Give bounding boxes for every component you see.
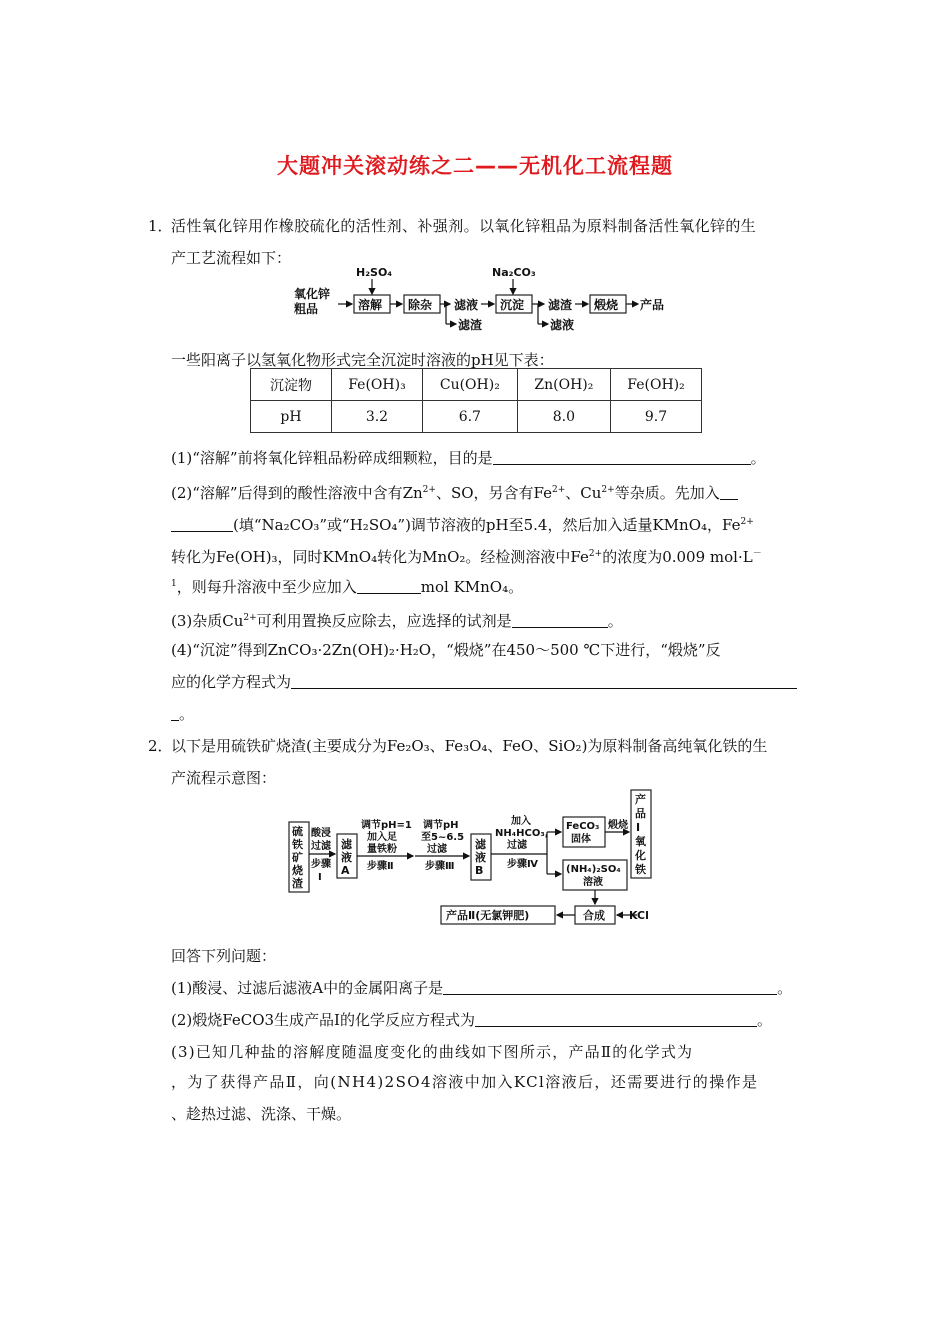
question-2-number: 2．	[148, 737, 173, 755]
svg-text:A: A	[341, 864, 350, 877]
ph-table	[250, 368, 702, 433]
flow1-calcine: 煅烧	[594, 298, 619, 312]
table-cell: pH	[251, 401, 332, 433]
question-1-intro-line1: 活性氧化锌用作橡胶硫化的活性剂、补强剂。以氧化锌粗品为原料制备活性氧化锌的生	[171, 217, 757, 235]
svg-text:滤: 滤	[341, 838, 352, 851]
svg-text:氧: 氧	[635, 835, 646, 848]
svg-text:烧: 烧	[292, 864, 303, 877]
svg-text:固体: 固体	[571, 834, 591, 845]
table-cell: 9.7	[611, 401, 702, 433]
table-header-cell: Fe(OH)₃	[332, 369, 423, 401]
svg-text:合成: 合成	[583, 909, 605, 922]
svg-text:铁: 铁	[635, 863, 646, 876]
flow1-filtrate: 滤液	[454, 298, 479, 312]
svg-text:调节pH: 调节pH	[423, 820, 459, 831]
table-cell: 6.7	[422, 401, 517, 433]
svg-text:FeCO₃: FeCO₃	[566, 821, 600, 832]
svg-text:酸浸: 酸浸	[311, 828, 331, 839]
answer-blank[interactable]	[475, 1012, 757, 1027]
flow1-dissolve: 溶解	[358, 298, 383, 312]
svg-text:(NH₄)₂SO₄: (NH₄)₂SO₄	[566, 864, 621, 875]
answer-blank[interactable]	[512, 613, 608, 628]
answer-blank[interactable]	[493, 450, 751, 465]
svg-text:KCl: KCl	[629, 909, 649, 922]
svg-text:步骤Ⅲ: 步骤Ⅲ	[425, 861, 455, 872]
svg-text:步骤Ⅳ: 步骤Ⅳ	[507, 859, 538, 870]
flow1-reagent-h2so4: H₂SO₄	[356, 266, 393, 279]
process-flow-diagram-2	[285, 786, 660, 928]
q1-part4-line3: 。	[171, 704, 194, 724]
svg-text:步骤: 步骤	[311, 859, 331, 870]
answer-blank[interactable]	[443, 980, 777, 995]
q1-part2-line3: 转化为Fe(OH)₃，同时KMnO₄转化为MnO₂。经检测溶液中$Fe^{2+}$的浓度为0.009 mol·L－	[171, 548, 762, 566]
page-title: 大题冲关滚动练之二——无机化工流程题	[277, 154, 673, 178]
q1-part4-line1: (4)“沉淀”得到ZnCO₃·2Zn(OH)₂·H₂O，“煅烧”在450～500 ℃下进行，“煅烧”反	[171, 641, 721, 659]
svg-text:过滤: 过滤	[427, 844, 447, 855]
svg-text:Ⅰ: Ⅰ	[636, 821, 641, 834]
svg-text:调节pH=1: 调节pH=1	[361, 820, 412, 831]
question-1-number: 1．	[148, 217, 173, 235]
q1-part1: (1)“溶解”前将氧化锌粗品粉碎成细颗粒，目的是 。	[171, 449, 766, 467]
ph-table-value-row	[251, 401, 702, 433]
svg-text:硫: 硫	[292, 825, 303, 838]
q1-part4-line2: 应的化学方程式为	[171, 672, 797, 692]
flow1-raw-line2: 粗品	[294, 302, 319, 316]
svg-text:矿: 矿	[292, 851, 303, 864]
svg-text:产品Ⅱ(无氯钾肥): 产品Ⅱ(无氯钾肥)	[446, 909, 530, 922]
q2-part1: (1)酸浸、过滤后滤液A中的金属阳离子是 。	[171, 979, 793, 997]
question-2-intro-line2: 产流程示意图：	[171, 769, 277, 787]
flow1-precipitate: 沉淀	[500, 298, 525, 312]
ph-table-header-row	[251, 369, 702, 401]
table-cell: 3.2	[332, 401, 423, 433]
svg-text:铁: 铁	[292, 838, 303, 851]
process-flow-diagram-1	[290, 262, 680, 340]
answer-blank[interactable]	[171, 517, 233, 532]
svg-text:溶液: 溶液	[583, 877, 603, 888]
answer-blank[interactable]	[720, 485, 738, 500]
answer-blank[interactable]	[291, 674, 797, 689]
answer-blank[interactable]	[171, 706, 179, 721]
q1-part2-line4: $^1$，则每升溶液中至少应加入 mol KMnO₄。	[171, 578, 524, 596]
flow1-raw-line1: 氧化锌	[294, 287, 331, 301]
table-header-cell: Fe(OH)₂	[611, 369, 702, 401]
svg-text:加入足: 加入足	[367, 832, 397, 843]
svg-text:Ⅰ: Ⅰ	[318, 872, 322, 883]
svg-text:煅烧: 煅烧	[608, 820, 628, 831]
svg-text:至5~6.5: 至5~6.5	[421, 832, 465, 843]
svg-text:滤: 滤	[475, 838, 486, 851]
q1-part2-line1: (2)“溶解”后得到的酸性溶液中含有$Zn^{2+}$、SO，另含有$Fe^{2+}$、$Cu^{2+}$等杂质。先加入	[171, 480, 738, 503]
svg-text:产: 产	[635, 793, 646, 806]
flow1-reagent-na2co3: Na₂CO₃	[492, 266, 536, 279]
table-intro: 一些阳离子以氢氧化物形式完全沉淀时溶液的pH见下表：	[171, 351, 554, 369]
svg-text:B: B	[475, 864, 484, 877]
answer-blank[interactable]	[357, 579, 421, 594]
flow1-purify: 除杂	[408, 298, 433, 312]
svg-text:品: 品	[635, 807, 646, 820]
q1-part2-line2: (填“Na₂CO₃”或“H₂SO₄”)调节溶液的pH至5.4，然后加入适量KMnO₄，$Fe^{2+}$	[171, 512, 754, 535]
svg-text:渣: 渣	[292, 877, 303, 890]
q2-part2: (2)煅烧FeCO3生成产品Ⅰ的化学反应方程式为 。	[171, 1011, 772, 1029]
svg-text:液: 液	[475, 851, 486, 864]
svg-text:量铁粉: 量铁粉	[367, 844, 397, 855]
svg-text:液: 液	[341, 851, 352, 864]
q2-part3-line2: ，为了获得产品Ⅱ，向(NH4)2SO4溶液中加入KCl溶液后，还需要进行的操作是	[171, 1073, 759, 1091]
table-header-cell: 沉淀物	[251, 369, 332, 401]
question-1-intro-line2: 产工艺流程如下：	[171, 249, 292, 267]
table-cell: 8.0	[517, 401, 610, 433]
question-2-intro-line1: 以下是用硫铁矿烧渣(主要成分为Fe₂O₃、Fe₃O₄、FeO、SiO₂)为原料制备高纯氧化铁的生	[171, 737, 768, 755]
flow1-filtrate2: 滤液	[550, 318, 575, 332]
table-header-cell: Cu(OH)₂	[422, 369, 517, 401]
svg-text:步骤Ⅱ: 步骤Ⅱ	[367, 861, 394, 872]
flow1-product: 产品	[640, 298, 665, 312]
svg-text:NH₄HCO₃,: NH₄HCO₃,	[495, 828, 549, 839]
svg-text:化: 化	[635, 849, 646, 862]
flow1-residue2: 滤渣	[548, 298, 573, 312]
svg-text:过滤: 过滤	[507, 840, 527, 851]
q2-part3-line1: (3)已知几种盐的溶解度随温度变化的曲线如下图所示，产品Ⅱ的化学式为	[171, 1043, 694, 1061]
q1-part3: (3)杂质$Cu^{2+}$可利用置换反应除去，应选择的试剂是 。	[171, 612, 623, 630]
q2-part3-line3: 、趁热过滤、洗涤、干燥。	[171, 1105, 352, 1123]
table-header-cell: Zn(OH)₂	[517, 369, 610, 401]
svg-text:过滤: 过滤	[311, 841, 331, 852]
answer-intro: 回答下列问题：	[171, 947, 277, 965]
svg-text:加入: 加入	[511, 816, 531, 827]
flow1-residue: 滤渣	[458, 318, 483, 332]
